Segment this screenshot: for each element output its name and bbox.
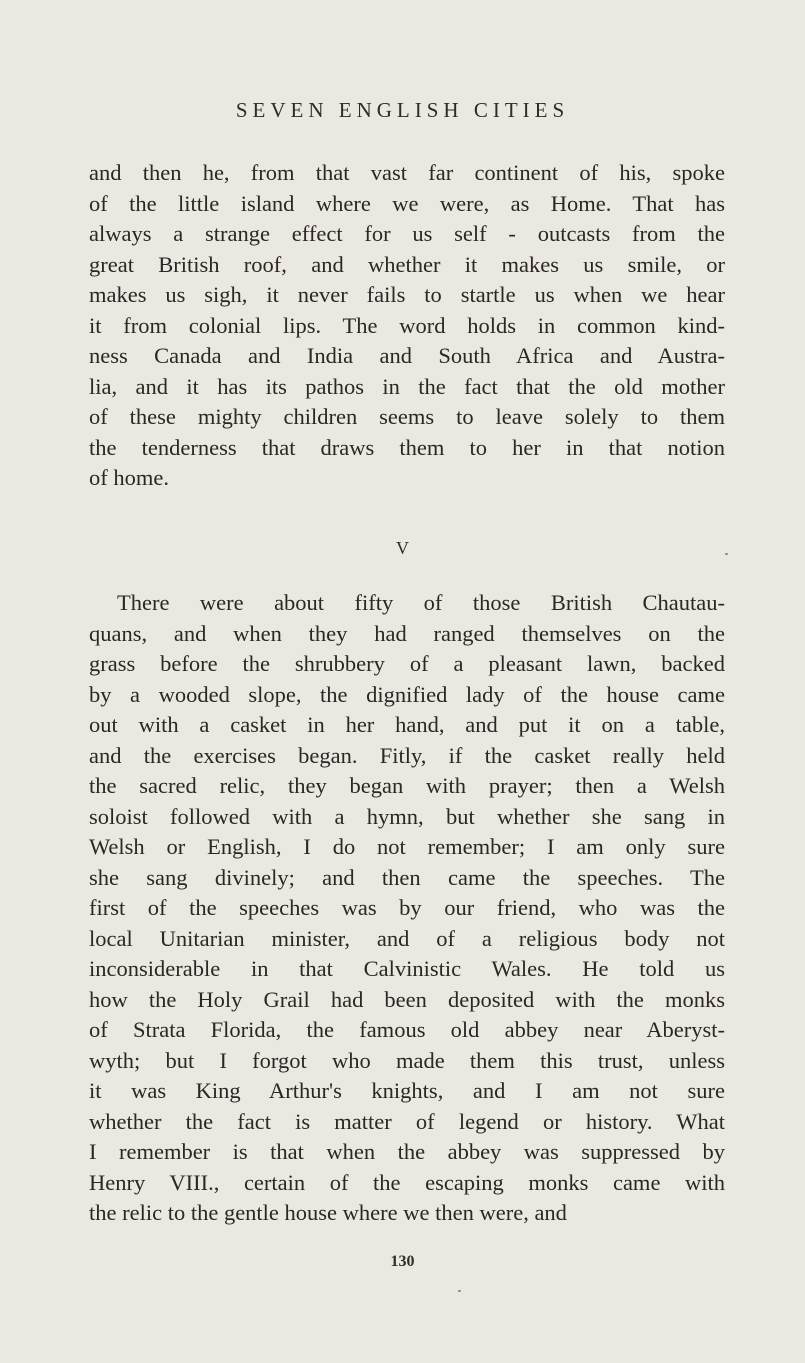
- text-line: I remember is that when the abbey was suppressed by: [89, 1139, 725, 1164]
- print-speck: [458, 1290, 461, 1292]
- text-line: and then he, from that vast far continent of his, spoke: [89, 160, 725, 185]
- text-line: the relic to the gentle house where we then were, and: [89, 1200, 567, 1225]
- text-line: Henry VIII., certain of the escaping monks came with: [89, 1169, 725, 1195]
- text-line: great British roof, and whether it makes us smile, or: [89, 251, 725, 277]
- text-line: out with a casket in her hand, and put it on a table,: [89, 712, 725, 737]
- text-line: and the exercises began. Fitly, if the casket really held: [89, 742, 725, 768]
- text-line: of Strata Florida, the famous old abbey near Aberyst-: [89, 1017, 725, 1042]
- section-number: V: [396, 538, 409, 558]
- text-line: grass before the shrubbery of a pleasant lawn, backed: [89, 651, 725, 676]
- text-line: it from colonial lips. The word holds in common kind-: [89, 312, 725, 338]
- text-line: ness Canada and India and South Africa and Austra-: [89, 343, 725, 368]
- text-line: the tenderness that draws them to her in that notion: [89, 434, 725, 460]
- text-line: quans, and when they had ranged themselves on the: [89, 620, 725, 646]
- text-line: by a wooded slope, the dignified lady of the house came: [89, 681, 725, 707]
- text-line: of the little island where we were, as Home. That has: [89, 190, 725, 216]
- text-line: soloist followed with a hymn, but whether she sang in: [89, 803, 725, 829]
- text-line: the sacred relic, they began with prayer; then a Welsh: [89, 773, 725, 798]
- page-number: 130: [390, 1253, 415, 1270]
- text-line: she sang divinely; and then came the speeches. The: [89, 864, 725, 890]
- text-line: always a strange effect for us self - outcasts from the: [89, 221, 725, 246]
- text-line: how the Holy Grail had been deposited with the monks: [89, 986, 725, 1012]
- text-line: of home.: [89, 465, 169, 490]
- text-line: Welsh or English, I do not remember; I am only sure: [89, 834, 725, 859]
- text-line: local Unitarian minister, and of a religious body not: [89, 925, 725, 951]
- text-line: There were about fifty of those British Chautau-: [117, 590, 725, 615]
- print-speck: [725, 553, 728, 555]
- text-line: of these mighty children seems to leave solely to them: [89, 404, 725, 429]
- text-line: first of the speeches was by our friend, who was the: [89, 895, 725, 920]
- text-line: whether the fact is matter of legend or history. What: [89, 1108, 725, 1134]
- text-line: it was King Arthur's knights, and I am not sure: [89, 1078, 725, 1103]
- paragraph-2: [89, 588, 725, 1229]
- text-line: inconsiderable in that Calvinistic Wales. He told us: [89, 956, 725, 981]
- text-line: makes us sigh, it never fails to startle us when we hear: [89, 282, 725, 307]
- text-line: wyth; but I forgot who made them this trust, unless: [89, 1047, 725, 1073]
- paragraph-1: [89, 158, 725, 494]
- running-head: SEVEN ENGLISH CITIES: [235, 98, 570, 122]
- text-line: lia, and it has its pathos in the fact that the old mother: [89, 373, 725, 399]
